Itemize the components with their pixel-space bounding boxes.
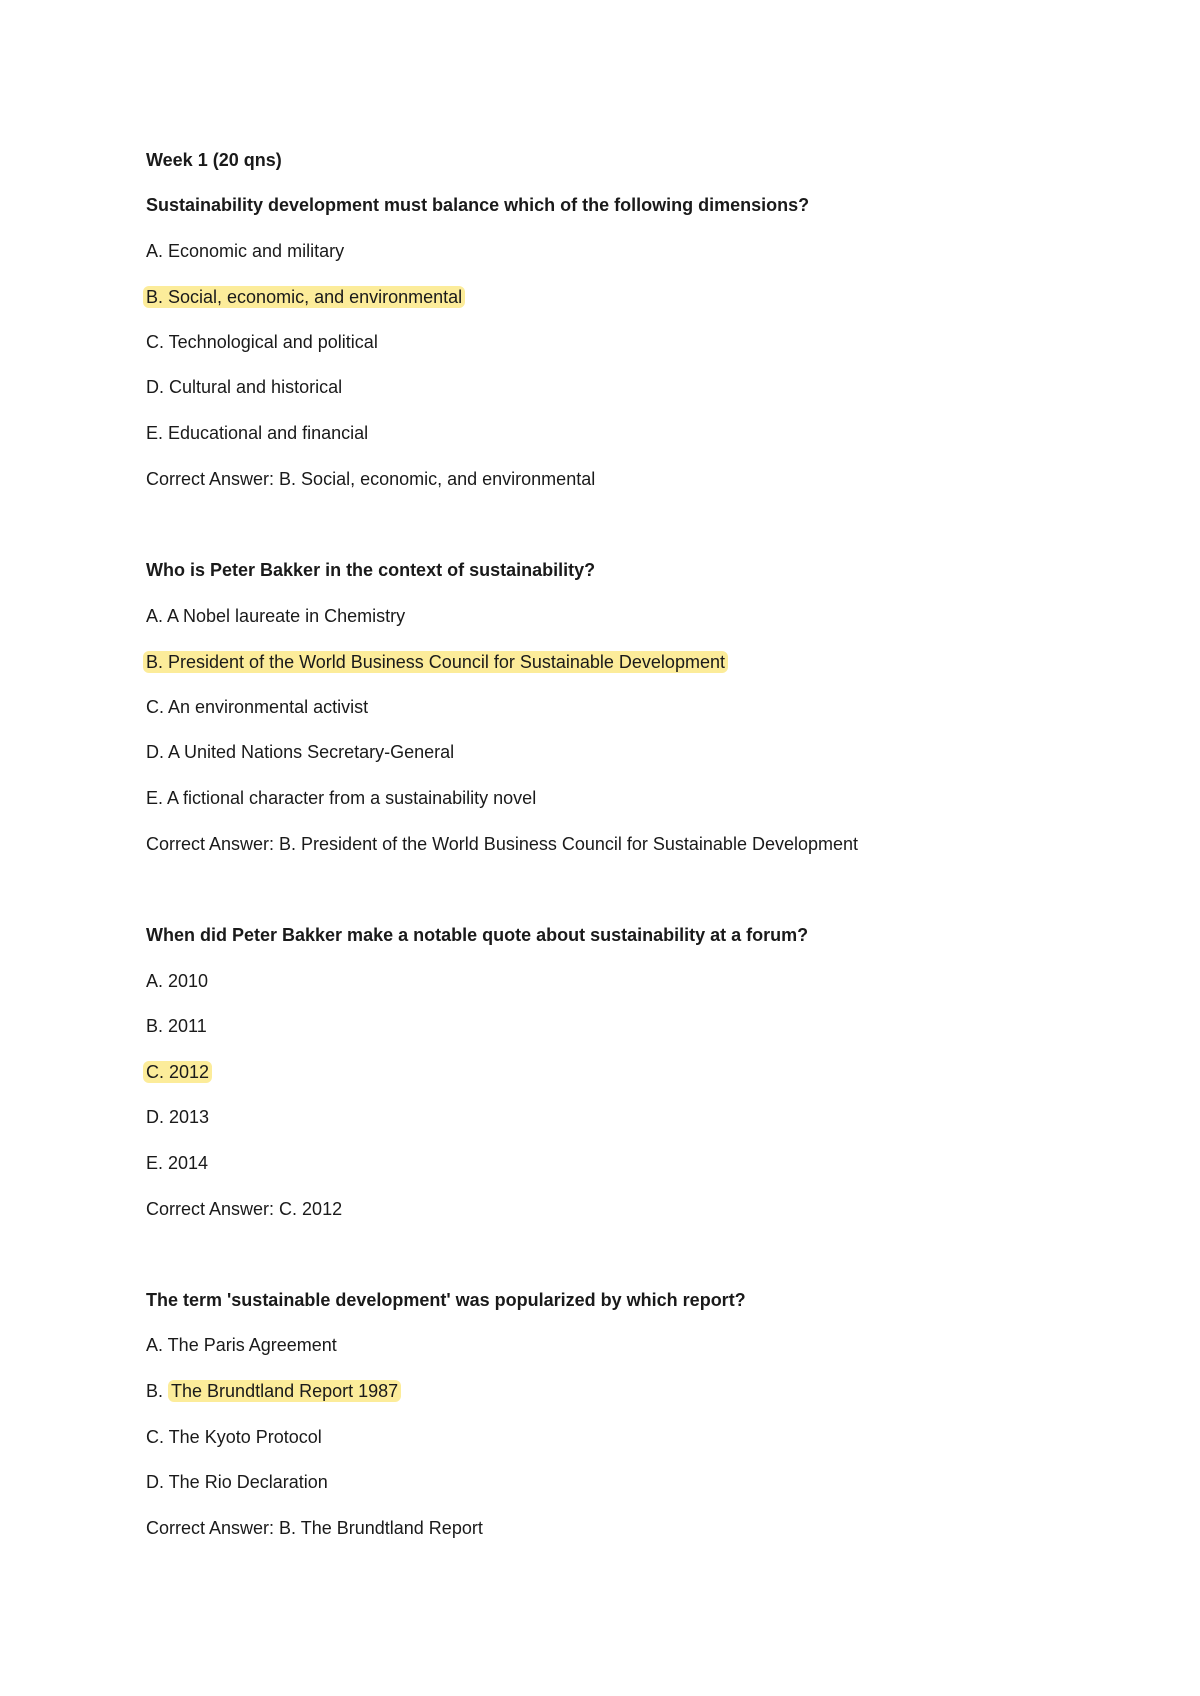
question-3-answer: Correct Answer: C. 2012 [146, 1199, 343, 1219]
question-2-option-a: A. A Nobel laureate in Chemistry [146, 606, 406, 626]
document-heading: Week 1 (20 qns) [146, 150, 282, 170]
question-1-option-b [146, 285, 465, 309]
question-4-option-a: A. The Paris Agreement [146, 1335, 337, 1355]
highlighted-answer: The Brundtland Report 1987 [168, 1380, 401, 1402]
question-1-option-a: A. Economic and military [146, 241, 345, 261]
question-2-option-d: D. A United Nations Secretary-General [146, 742, 455, 762]
question-1-option-e: E. Educational and financial [146, 423, 369, 443]
question-3-option-c [146, 1060, 212, 1084]
question-3-option-a: A. 2010 [146, 971, 209, 991]
question-4-answer: Correct Answer: B. The Brundtland Report [146, 1518, 483, 1538]
question-1-answer: Correct Answer: B. Social, economic, and environmental [146, 469, 596, 489]
question-2-option-c: C. An environmental activist [146, 697, 369, 717]
question-4-option-b [146, 1379, 401, 1403]
question-1-option-d: D. Cultural and historical [146, 377, 343, 397]
highlighted-answer: B. Social, economic, and environmental [143, 286, 465, 308]
question-4-text: The term 'sustainable development' was popularized by which report? [146, 1290, 746, 1310]
question-4-option-c: C. The Kyoto Protocol [146, 1427, 322, 1447]
question-2-option-b [146, 650, 728, 674]
question-2-option-e: E. A fictional character from a sustainability novel [146, 788, 537, 808]
question-3-option-b: B. 2011 [146, 1016, 207, 1036]
option-letter: B. [146, 1381, 164, 1401]
question-3-text: When did Peter Bakker make a notable quote about sustainability at a forum? [146, 925, 809, 945]
question-2-answer: Correct Answer: B. President of the World Business Council for Sustainable Development [146, 834, 859, 854]
highlighted-answer: C. 2012 [143, 1061, 212, 1083]
question-4-option-d: D. The Rio Declaration [146, 1472, 328, 1492]
highlighted-answer: B. President of the World Business Council for Sustainable Development [143, 651, 728, 673]
question-1-option-c: C. Technological and political [146, 332, 378, 352]
question-3-option-d: D. 2013 [146, 1107, 210, 1127]
question-3-option-e: E. 2014 [146, 1153, 209, 1173]
question-1-text: Sustainability development must balance which of the following dimensions? [146, 195, 810, 215]
question-2-text: Who is Peter Bakker in the context of sustainability? [146, 560, 596, 580]
